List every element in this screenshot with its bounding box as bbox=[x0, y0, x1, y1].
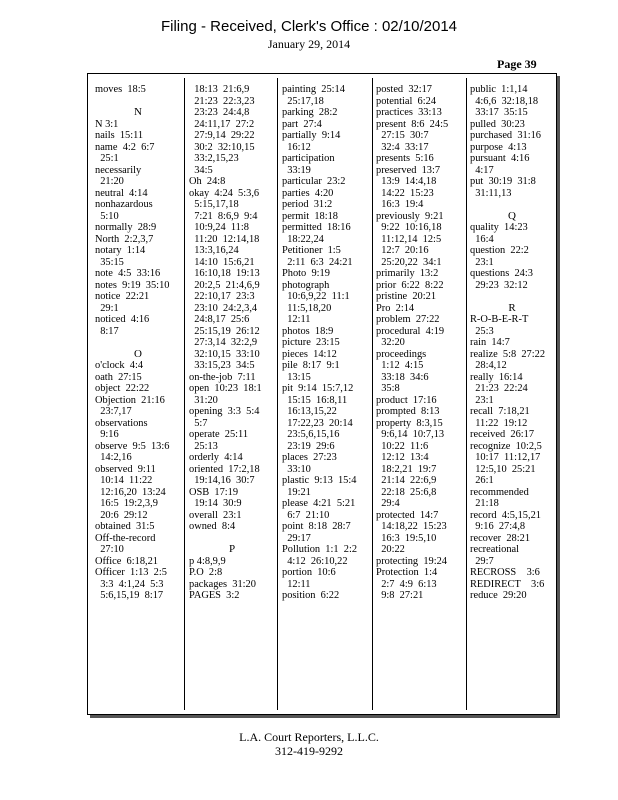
index-entry: operate 25:11 bbox=[189, 429, 249, 440]
index-entry: rain 14:7 bbox=[470, 337, 510, 348]
index-entry: 23:1 bbox=[470, 394, 494, 406]
index-entry: 23:19 29:6 bbox=[282, 440, 335, 452]
index-entry: 13:15 bbox=[282, 371, 311, 383]
index-entry: o'clock 4:4 bbox=[95, 360, 144, 371]
index-entry: 28:4,12 bbox=[470, 360, 507, 371]
index-column-4 bbox=[376, 84, 464, 714]
index-entry: 15:15 16:8,11 bbox=[282, 394, 348, 406]
index-entry: 35:15 bbox=[95, 256, 124, 268]
index-entry: 24:8,17 25:6 bbox=[189, 314, 250, 325]
index-entry: previously 9:21 bbox=[376, 210, 444, 222]
index-entry: 33:2,15,23 bbox=[189, 153, 239, 164]
index-entry: 33:19 bbox=[282, 164, 311, 176]
index-entry: 1:12 4:15 bbox=[376, 360, 424, 371]
index-spacer bbox=[470, 199, 554, 211]
index-entry: particular 23:2 bbox=[282, 176, 346, 187]
index-entry: 26:1 bbox=[470, 475, 494, 486]
index-entry: 9:22 10:16,18 bbox=[376, 222, 442, 233]
word-index-frame bbox=[87, 73, 557, 715]
index-entry: parties 4:20 bbox=[282, 187, 334, 199]
index-entry: 23:10 24:2,3,4 bbox=[189, 302, 258, 314]
index-entry: necessarily bbox=[95, 164, 142, 176]
index-entry: Pollution 1:1 2:2 bbox=[282, 544, 358, 555]
index-entry: 27:9,14 29:22 bbox=[189, 130, 255, 141]
index-entry: 2:7 4:9 6:13 bbox=[376, 578, 437, 590]
index-column-1 bbox=[95, 84, 181, 714]
index-entry: 32:20 bbox=[376, 337, 405, 348]
index-entry: painting 25:14 bbox=[282, 84, 345, 95]
index-entry: portion 10:6 bbox=[282, 567, 336, 578]
index-entry: 29:7 bbox=[470, 555, 494, 567]
index-entry: record 4:5,15,21 bbox=[470, 509, 541, 521]
index-entry: 7:21 8:6,9 9:4 bbox=[189, 210, 258, 222]
index-entry: observations bbox=[95, 417, 148, 429]
index-entry: position 6:22 bbox=[282, 590, 340, 601]
index-entry: 9:16 bbox=[95, 429, 119, 440]
index-entry: obtained 31:5 bbox=[95, 521, 155, 532]
index-entry: normally 28:9 bbox=[95, 222, 157, 233]
index-entry: 20:22 bbox=[376, 544, 405, 555]
index-entry: 33:18 34:6 bbox=[376, 371, 429, 383]
index-section-letter: O bbox=[134, 347, 142, 360]
index-entry: plastic 9:13 15:4 bbox=[282, 475, 357, 486]
index-entry: 29:23 32:12 bbox=[470, 279, 528, 291]
index-entry: observed 9:11 bbox=[95, 463, 156, 475]
index-entry: notary 1:14 bbox=[95, 245, 146, 256]
index-entry: on-the-job 7:11 bbox=[189, 371, 256, 383]
index-spacer bbox=[470, 291, 554, 303]
index-entry: 30:2 32:10,15 bbox=[189, 141, 255, 153]
index-entry: nails 15:11 bbox=[95, 130, 144, 141]
index-entry: 16:3 19:4 bbox=[376, 199, 424, 210]
index-entry: partially 9:14 bbox=[282, 130, 341, 141]
index-entry: nonhazardous bbox=[95, 199, 153, 210]
index-entry: 11:12,14 12:5 bbox=[376, 233, 442, 245]
index-entry: potential 6:24 bbox=[376, 95, 437, 107]
index-entry: 33:15,23 34:5 bbox=[189, 360, 255, 371]
index-entry: problem 27:22 bbox=[376, 314, 440, 325]
index-entry: proceedings bbox=[376, 348, 427, 360]
index-entry: places 27:23 bbox=[282, 452, 337, 463]
index-entry: presents 5:16 bbox=[376, 153, 434, 164]
index-entry: 3:3 4:1,24 5:3 bbox=[95, 578, 164, 590]
index-entry: photos 18:9 bbox=[282, 325, 334, 337]
index-entry: 13:9 14:4,18 bbox=[376, 176, 437, 187]
index-entry: practices 33:13 bbox=[376, 107, 442, 118]
index-entry: oath 27:15 bbox=[95, 371, 142, 383]
index-entry: N 3:1 bbox=[95, 118, 119, 130]
index-entry: 16:13,15,22 bbox=[282, 406, 337, 417]
index-entry: 25:1 bbox=[95, 153, 119, 164]
index-entry: oriented 17:2,18 bbox=[189, 463, 260, 475]
index-entry: pile 8:17 9:1 bbox=[282, 360, 340, 371]
index-section-letter: P bbox=[228, 543, 236, 555]
index-entry: Office 6:18,21 bbox=[95, 555, 159, 567]
index-entry: North 2:2,3,7 bbox=[95, 233, 154, 245]
index-entry: Protection 1:4 bbox=[376, 567, 438, 578]
index-entry: 11:22 19:12 bbox=[470, 417, 528, 429]
index-entry: please 4:21 5:21 bbox=[282, 498, 356, 509]
index-column-3 bbox=[282, 84, 370, 714]
index-entry: R-O-B-E-R-T bbox=[470, 314, 529, 325]
index-entry: 27:10 bbox=[95, 544, 124, 555]
index-entry: 9:6,14 10:7,13 bbox=[376, 429, 445, 440]
index-entry: 22:10,17 23:3 bbox=[189, 291, 255, 302]
index-entry: prior 6:22 8:22 bbox=[376, 279, 444, 291]
index-entry: really 16:14 bbox=[470, 371, 523, 383]
index-spacer bbox=[95, 337, 181, 349]
index-entry: received 26:17 bbox=[470, 429, 535, 440]
index-entry: protecting 19:24 bbox=[376, 555, 447, 567]
index-entry: 23:5,6,15,16 bbox=[282, 429, 340, 440]
index-entry: 21:23 22:24 bbox=[470, 383, 528, 394]
index-entry: overall 23:1 bbox=[189, 509, 242, 521]
index-entry: 16:3 19:5,10 bbox=[376, 532, 437, 544]
index-entry: pieces 14:12 bbox=[282, 348, 337, 360]
index-entry: 12:12 13:4 bbox=[376, 452, 429, 463]
index-entry: present 8:6 24:5 bbox=[376, 118, 449, 130]
index-entry: purpose 4:13 bbox=[470, 141, 527, 153]
footer bbox=[0, 730, 618, 758]
index-entry: 21:20 bbox=[95, 176, 124, 187]
index-entry: photograph bbox=[282, 279, 330, 291]
index-entry: open 10:23 18:1 bbox=[189, 383, 262, 394]
index-entry: product 17:16 bbox=[376, 394, 437, 406]
index-entry: 16:4 bbox=[470, 233, 494, 245]
index-entry: 29:17 bbox=[282, 532, 311, 544]
transcript-date: January 29, 2014 bbox=[267, 37, 351, 51]
index-section-letter: Q bbox=[508, 209, 516, 222]
index-column-5 bbox=[470, 84, 554, 714]
index-entry: recommended bbox=[470, 486, 529, 498]
index-entry: Off-the-record bbox=[95, 532, 156, 544]
index-entry: 12:11 bbox=[282, 578, 311, 590]
index-entry: pristine 20:21 bbox=[376, 291, 437, 302]
index-entry: prompted 8:13 bbox=[376, 406, 440, 417]
index-entry: parking 28:2 bbox=[282, 107, 338, 118]
index-entry: name 4:2 6:7 bbox=[95, 141, 155, 153]
index-entry: 14:18,22 15:23 bbox=[376, 521, 447, 532]
index-entry: owned 8:4 bbox=[189, 521, 236, 532]
index-entry: protected 14:7 bbox=[376, 509, 439, 521]
index-entry: 9:16 27:4,8 bbox=[470, 521, 526, 532]
column-divider bbox=[372, 78, 373, 710]
index-entry: 33:17 35:15 bbox=[470, 107, 528, 118]
index-entry: recreational bbox=[470, 544, 520, 555]
index-entry: question 22:2 bbox=[470, 245, 529, 256]
index-entry: 29:4 bbox=[376, 498, 400, 509]
index-entry: 23:1 bbox=[470, 256, 494, 268]
index-entry: notice 22:21 bbox=[95, 291, 150, 302]
index-entry: 12:7 20:16 bbox=[376, 245, 429, 256]
index-entry: 10:14 11:22 bbox=[95, 475, 153, 486]
index-entry: 8:17 bbox=[95, 325, 119, 337]
index-entry: 19:21 bbox=[282, 486, 311, 498]
index-entry: moves 18:5 bbox=[95, 84, 146, 95]
index-entry: noticed 4:16 bbox=[95, 314, 150, 325]
index-entry: 5:10 bbox=[95, 210, 119, 222]
index-entry: 4:17 bbox=[470, 164, 494, 176]
index-entry: 18:13 21:6,9 bbox=[189, 84, 250, 95]
index-entry: 29:1 bbox=[95, 302, 119, 314]
index-entry: 10:17 11:12,17 bbox=[470, 452, 541, 463]
index-entry: pit 9:14 15:7,12 bbox=[282, 383, 354, 394]
index-entry: reduce 29:20 bbox=[470, 590, 527, 601]
index-entry: 25:20,22 34:1 bbox=[376, 256, 442, 268]
index-entry: 16:12 bbox=[282, 141, 311, 153]
index-entry: 2:11 6:3 24:21 bbox=[282, 256, 353, 268]
index-entry: 5:15,17,18 bbox=[189, 199, 239, 210]
index-entry: 9:8 27:21 bbox=[376, 590, 424, 601]
index-entry: PAGES 3:2 bbox=[189, 590, 240, 601]
index-entry: 27:3,14 32:2,9 bbox=[189, 337, 258, 348]
index-entry: property 8:3,15 bbox=[376, 417, 443, 429]
index-entry: packages 31:20 bbox=[189, 578, 256, 590]
index-entry: note 4:5 33:16 bbox=[95, 268, 161, 279]
index-entry: 25:17,18 bbox=[282, 95, 324, 107]
column-divider bbox=[466, 78, 467, 710]
index-entry: Petitioner 1:5 bbox=[282, 245, 341, 256]
index-entry: questions 24:3 bbox=[470, 268, 533, 279]
index-entry: point 8:18 28:7 bbox=[282, 521, 351, 532]
index-entry: 33:10 bbox=[282, 463, 311, 475]
index-entry: put 30:19 31:8 bbox=[470, 176, 536, 187]
index-entry: primarily 13:2 bbox=[376, 268, 439, 279]
index-entry: 10:9,24 11:8 bbox=[189, 222, 249, 233]
index-entry: 27:15 30:7 bbox=[376, 130, 429, 141]
index-entry: 34:5 bbox=[189, 164, 213, 176]
index-entry: P.O 2:8 bbox=[189, 567, 223, 578]
index-entry: 20:6 29:12 bbox=[95, 509, 148, 521]
index-entry: 12:16,20 13:24 bbox=[95, 486, 166, 498]
index-entry: 5:7 bbox=[189, 417, 208, 429]
index-entry: recall 7:18,21 bbox=[470, 406, 530, 417]
index-entry: 4:6,6 32:18,18 bbox=[470, 95, 539, 107]
column-divider bbox=[184, 78, 185, 710]
index-entry: part 27:4 bbox=[282, 118, 322, 130]
index-entry: preserved 13:7 bbox=[376, 164, 441, 176]
index-entry: 16:5 19:2,3,9 bbox=[95, 498, 158, 509]
index-entry: permit 18:18 bbox=[282, 210, 338, 222]
index-entry: RECROSS 3:6 bbox=[470, 567, 540, 578]
index-entry: 20:2,5 21:4,6,9 bbox=[189, 279, 260, 291]
index-entry: Oh 24:8 bbox=[189, 176, 226, 187]
index-entry: period 31:2 bbox=[282, 199, 333, 210]
column-divider bbox=[277, 78, 278, 710]
index-entry: posted 32:17 bbox=[376, 84, 432, 95]
index-entry: 11:20 12:14,18 bbox=[189, 233, 260, 245]
index-entry: 22:18 25:6,8 bbox=[376, 486, 437, 498]
index-entry: observe 9:5 13:6 bbox=[95, 440, 170, 452]
index-entry: 23:23 24:4,8 bbox=[189, 107, 250, 118]
index-entry: 10:22 11:6 bbox=[376, 440, 429, 452]
index-entry: orderly 4:14 bbox=[189, 452, 243, 463]
index-section-letter: R bbox=[508, 301, 516, 314]
index-entry: neutral 4:14 bbox=[95, 187, 148, 199]
index-entry: 4:12 26:10,22 bbox=[282, 555, 348, 567]
index-entry: 5:6,15,19 8:17 bbox=[95, 590, 164, 601]
index-entry: 25:3 bbox=[470, 325, 494, 337]
index-entry: purchased 31:16 bbox=[470, 130, 541, 141]
index-entry: Officer 1:13 2:5 bbox=[95, 567, 167, 578]
index-entry: 12:11 bbox=[282, 314, 311, 325]
index-entry: opening 3:3 5:4 bbox=[189, 406, 260, 417]
index-section-letter: N bbox=[134, 106, 142, 118]
index-entry: 16:10,18 19:13 bbox=[189, 268, 260, 279]
index-entry: 23:7,17 bbox=[95, 406, 132, 417]
index-entry: 19:14,16 30:7 bbox=[189, 475, 255, 486]
index-entry: 13:3,16,24 bbox=[189, 245, 239, 256]
index-entry: OSB 17:19 bbox=[189, 486, 239, 498]
index-entry: 6:7 21:10 bbox=[282, 509, 330, 521]
index-entry: 32:4 33:17 bbox=[376, 141, 429, 153]
index-entry: 25:13 bbox=[189, 440, 218, 452]
index-entry: 17:22,23 20:14 bbox=[282, 417, 353, 429]
index-entry: 25:15,19 26:12 bbox=[189, 325, 260, 337]
index-entry: 24:11,17 27:2 bbox=[189, 118, 255, 130]
index-entry: 14:2,16 bbox=[95, 452, 132, 463]
index-entry: 21:18 bbox=[470, 498, 499, 509]
index-entry: Objection 21:16 bbox=[95, 394, 165, 406]
index-entry: 14:10 15:6,21 bbox=[189, 256, 255, 268]
index-entry: 19:14 30:9 bbox=[189, 498, 242, 509]
index-entry: Pro 2:14 bbox=[376, 302, 415, 314]
index-entry: 31:11,13 bbox=[470, 187, 512, 199]
court-reporter-name: L.A. Court Reporters, L.L.C. bbox=[239, 730, 379, 744]
index-entry: 21:23 22:3,23 bbox=[189, 95, 255, 107]
page-number: Page 39 bbox=[497, 57, 537, 71]
index-entry: procedural 4:19 bbox=[376, 325, 445, 337]
index-entry: 11:5,18,20 bbox=[282, 302, 332, 314]
index-entry: okay 4:24 5:3,6 bbox=[189, 187, 260, 199]
index-entry: recognize 10:2,5 bbox=[470, 440, 542, 452]
index-entry: recover 28:21 bbox=[470, 532, 531, 544]
index-entry: 18:22,24 bbox=[282, 233, 324, 245]
index-entry: realize 5:8 27:22 bbox=[470, 348, 546, 360]
index-entry: pursuant 4:16 bbox=[470, 153, 530, 164]
index-column-2 bbox=[189, 84, 275, 714]
index-entry: 21:14 22:6,9 bbox=[376, 475, 437, 486]
index-entry: pulled 30:23 bbox=[470, 118, 525, 130]
court-reporter-phone: 312-419-9292 bbox=[275, 744, 343, 758]
index-entry: object 22:22 bbox=[95, 383, 150, 394]
index-entry: 32:10,15 33:10 bbox=[189, 348, 260, 360]
index-entry: quality 14:23 bbox=[470, 222, 528, 233]
index-entry: 31:20 bbox=[189, 394, 218, 406]
index-entry: public 1:1,14 bbox=[470, 84, 528, 95]
index-entry: permitted 18:16 bbox=[282, 222, 351, 233]
index-entry: 35:8 bbox=[376, 383, 400, 394]
index-entry: participation bbox=[282, 153, 335, 164]
index-entry: picture 23:15 bbox=[282, 337, 340, 348]
index-entry: 10:6,9,22 11:1 bbox=[282, 291, 350, 302]
filing-stamp-header: Filing - Received, Clerk's Office : 02/10/2014 bbox=[160, 18, 458, 35]
index-entry: 18:2,21 19:7 bbox=[376, 463, 437, 475]
index-entry: REDIRECT 3:6 bbox=[470, 578, 545, 590]
index-entry: Photo 9:19 bbox=[282, 268, 330, 279]
index-entry: 14:22 15:23 bbox=[376, 187, 434, 199]
index-entry: 12:5,10 25:21 bbox=[470, 463, 536, 475]
index-entry: p 4:8,9,9 bbox=[189, 555, 226, 567]
index-entry: notes 9:19 35:10 bbox=[95, 279, 170, 291]
